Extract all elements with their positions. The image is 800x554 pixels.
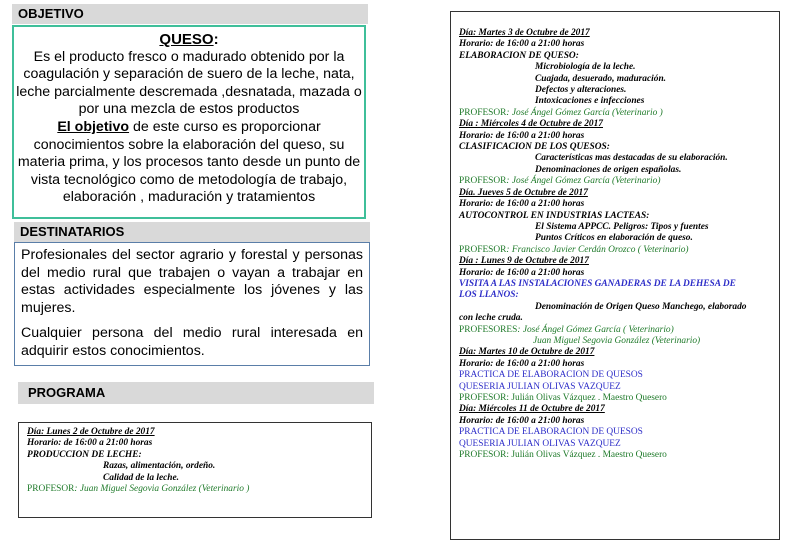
queso-definition: Es el producto fresco o madurado obtenido por la coagulación y separación de suero de la leche, nata, leche parcialmente descremada ,desnatada, mazada o por una mezcla de estos productos: [16, 48, 362, 118]
destinatarios-p2: Cualquier persona del medio rural interesada en adquirir estos conocimientos.: [21, 325, 363, 359]
day1-item: Razas, alimentación, ordeño.: [103, 461, 216, 472]
day2-item: Microbiología de la leche.: [535, 62, 636, 73]
day3-profesor: [459, 176, 771, 187]
day2-item: Cuajada, desuerado, maduración.: [535, 73, 667, 84]
day2-profesor: [459, 108, 771, 119]
day5-horario: Horario: de 16:00 a 21:00 horas: [459, 267, 585, 278]
profesores-label: PROFESORES: [459, 324, 518, 335]
objetivo-text: de este curso es proporcionar conocimientos sobre la elaboración del queso, su materia prima, y los procesos tanto desde un punto de vista tecnológico como de metodología de trabajo, elaboración , maduración y tratamientos: [17, 118, 361, 206]
day5-date: Día : Lunes 9 de Octubre de 2017: [459, 256, 589, 267]
day2-date: Día: Martes 3 de Octubre de 2017: [459, 28, 590, 38]
day4-topic: AUTOCONTROL EN INDUSTRIAS LACTEAS:: [459, 210, 650, 221]
day4-item: Puntos Críticos en elaboración de queso.: [535, 233, 693, 244]
queso-title: QUESO: [159, 31, 214, 48]
programa-header: PROGRAMA: [18, 382, 374, 404]
day3-horario: Horario: de 16:00 a 21:00 horas: [459, 130, 585, 141]
schedule-box: [450, 11, 780, 540]
day4-horario: Horario: de 16:00 a 21:00 horas: [459, 199, 585, 210]
day2-horario: Horario: de 16:00 a 21:00 horas: [459, 39, 585, 50]
day3-item: Características mas destacadas de su elaboración.: [535, 153, 728, 164]
objetivo-title: El objetivo: [57, 118, 130, 135]
programa-day1-box: [18, 422, 372, 518]
profesor-label: PROFESOR: [459, 107, 507, 118]
day3-topic: CLASIFICACION DE LOS QUESOS:: [459, 142, 610, 153]
profesor-name: Juan Miguel Segovia González (Veterinario): [533, 335, 701, 346]
day3-date: Día : Miércoles 4 de Octubre de 2017: [459, 119, 603, 130]
objetivo-header: OBJETIVO: [12, 4, 368, 24]
day1-date: Día: Lunes 2 de Octubre de 2017: [27, 427, 155, 437]
day7-practica: PRACTICA DE ELABORACION DE QUESOS: [459, 427, 643, 438]
profesor-name: : Juan Miguel Segovia González (Veterinario ): [74, 484, 250, 495]
day4-profesor: [459, 245, 771, 256]
day5-item-cont: con leche cruda.: [459, 313, 523, 324]
day7-queseria: QUESERIA JULIAN OLIVAS VAZQUEZ: [459, 438, 621, 449]
day5-profesor-2: [459, 336, 771, 347]
day1-topic: PRODUCCION DE LECHE:: [27, 449, 142, 460]
day1-profesor: [27, 484, 363, 495]
profesor-name: : Francisco Javier Cerdán Orozco ( Veterinario): [506, 244, 689, 255]
destinatarios-box: [14, 242, 370, 366]
day6-horario: Horario: de 16:00 a 21:00 horas: [459, 358, 585, 369]
day4-item: El Sistema APPCC. Peligros: Tipos y fuentes: [535, 221, 709, 232]
day7-profesor: PROFESOR: Julián Olivas Vázquez . Maestro Quesero: [459, 450, 667, 461]
day6-date: Día: Martes 10 de Octubre de 2017: [459, 347, 595, 358]
day1-horario: Horario: de 16:00 a 21:00 horas: [27, 438, 153, 449]
day4-date: Día. Jueves 5 de Octubre de 2017: [459, 187, 588, 198]
profesor-label: PROFESOR: [459, 176, 507, 187]
day3-item: Denominaciones de origen españolas.: [535, 164, 682, 175]
day2-item: Intoxicaciones e infecciones: [535, 96, 645, 107]
profesor-label: PROFESOR: [27, 484, 75, 495]
day5-visit-cont: LOS LLANOS:: [459, 290, 519, 301]
destinatarios-header: DESTINATARIOS: [14, 222, 370, 242]
day5-profesores: [459, 325, 771, 336]
day5-visit: VISITA A LAS INSTALACIONES GANADERAS DE LA DEHESA DE: [459, 278, 736, 289]
profesor-name: : José Ángel Gómez García (Veterinario): [506, 176, 661, 187]
profesor-name: : José Ángel Gómez García ( Veterinario): [517, 324, 674, 335]
day5-item: Denominación de Origen Queso Manchego, elaborado: [535, 301, 747, 312]
destinatarios-p1: Profesionales del sector agrario y forestal y personas del medio rural que trabajen o vayan a trabajar en estas actividades especialmente los jóvenes y las mujeres.: [21, 247, 363, 316]
profesor-name: : José Ángel Gómez García (Veterinario ): [506, 107, 663, 118]
profesor-label: PROFESOR: [459, 244, 507, 255]
day2-item: Defectos y alteraciones.: [535, 85, 627, 96]
day7-date: Día: Miércoles 11 de Octubre de 2017: [459, 404, 605, 415]
objetivo-box: [12, 25, 366, 219]
queso-colon: :: [213, 31, 219, 48]
day6-profesor: PROFESOR: Julián Olivas Vázquez . Maestro Quesero: [459, 393, 667, 403]
day7-horario: Horario: de 16:00 a 21:00 horas: [459, 415, 585, 426]
day6-queseria: QUESERIA JULIAN OLIVAS VAZQUEZ: [459, 381, 621, 392]
queso-heading: [14, 31, 364, 49]
day2-topic: ELABORACION DE QUESO:: [459, 50, 579, 61]
objetivo-paragraph: [14, 119, 364, 207]
day6-practica: PRACTICA DE ELABORACION DE QUESOS: [459, 370, 643, 381]
day1-item: Calidad de la leche.: [103, 472, 180, 483]
